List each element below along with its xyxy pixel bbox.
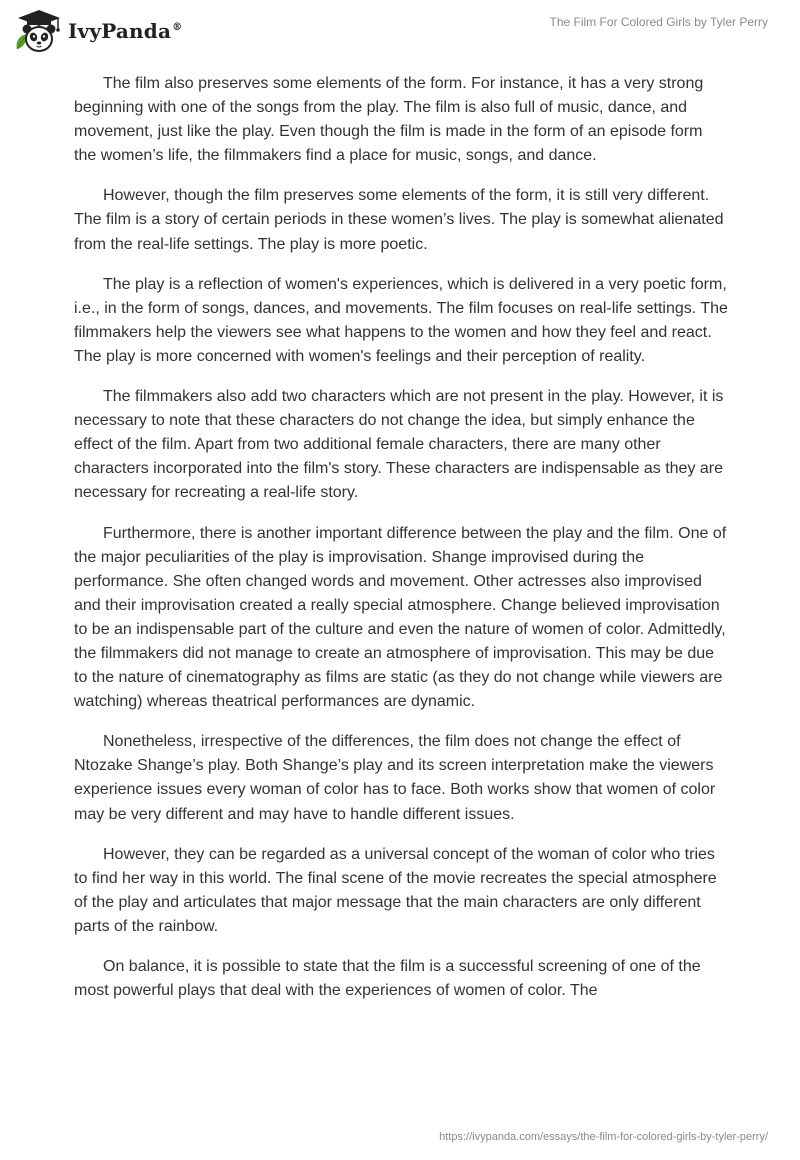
essay-paragraph: However, though the film preserves some elements of the form, it is still very different. The film is a story of certain periods in these women’s lives. The play is somewhat alienated from the real-life settings. The play is more poetic. [74, 187, 724, 253]
page-header [0, 0, 800, 60]
brand-name [68, 19, 182, 43]
source-url[interactable]: https://ivypanda.com/essays/the-film-for-colored-girls-by-tyler-perry/ [439, 1131, 768, 1143]
essay-paragraph: Nonetheless, irrespective of the differences, the film does not change the effect of Ntozake Shange’s play. Both Shange’s play and its screen interpretation make the viewers experience issues every woman of color has to face. Both works show that women of color may be very different and may have to handle different issues. [74, 733, 716, 823]
essay-paragraph: The film also preserves some elements of the form. For instance, it has a very strong beginning with one of the songs from the play. The film is also full of music, dance, and movement, just like the play. Even though the film is made in the form of an episode form the women’s life, the filmmakers find a place for music, songs, and dance. [74, 75, 704, 165]
essay-body [74, 72, 728, 1019]
document-title: The Film For Colored Girls by Tyler Perry [549, 15, 768, 29]
ivypanda-logo[interactable] [14, 7, 182, 55]
essay-paragraph: On balance, it is possible to state that the film is a successful screening of one of the most powerful plays that deal with the experiences of women of color. The [74, 958, 701, 1000]
essay-paragraph: However, they can be regarded as a universal concept of the woman of color who tries to find her way in this world. The final scene of the movie recreates the special atmosphere of the play and articulates that major message that the main characters are only different parts of the rainbow. [74, 845, 717, 935]
registered-mark: ® [172, 22, 183, 34]
essay-paragraph: Furthermore, there is another important difference between the play and the film. One of the major peculiarities of the play is improvisation. Shange improvised during the performance. She often changed words and movement. Other actresses also improvised and their improvisation created a really special atmosphere. Change believed improvisation to be an indispensable part of the culture and even the nature of women of color. Admittedly, the filmmakers did not manage to create an atmosphere of improvisation. This may be due to the nature of cinematography as films are static (as they do not change while viewers are watching) whereas theatrical performances are dynamic. [74, 524, 727, 711]
brand-name-text: IvyPanda [68, 19, 172, 43]
essay-paragraph: The play is a reflection of women's experiences, which is delivered in a very poetic form, i.e., in the form of songs, dances, and movements. The film focuses on real-life settings. The filmmakers help the viewers see what happens to the women and how they feel and react. The play is more concerned with women's feelings and their perception of reality. [74, 275, 728, 365]
essay-paragraph: The filmmakers also add two characters which are not present in the play. However, it is necessary to note that these characters do not change the idea, but simply enhance the effect of the film. Apart from two additional female characters, there are many other characters incorporated into the film's story. These characters are indispensable as they are necessary for recreating a real-life story. [74, 388, 724, 502]
panda-graduate-icon [14, 7, 64, 55]
